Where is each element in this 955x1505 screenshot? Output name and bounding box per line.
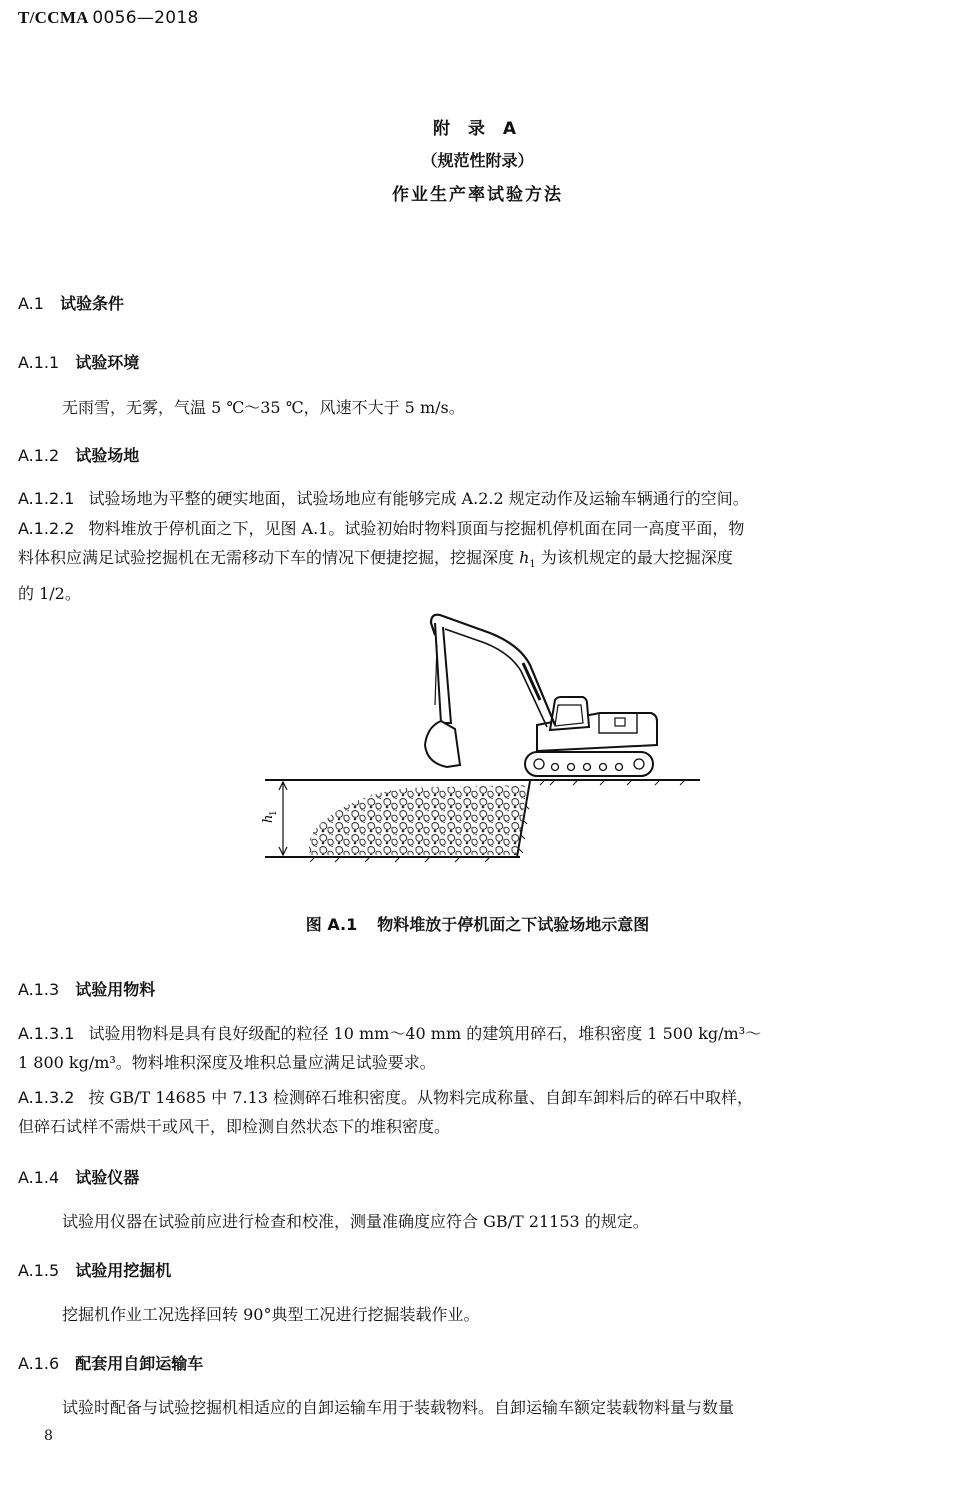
clause-number: A.1.3.2 [18,1088,75,1107]
clause-text-line1: 物料堆放于停机面之下，见图 A.1。试验初始时物料顶面与挖掘机停机面在同一高度平面，物 [88,519,745,538]
annex-name: 作业生产率试验方法 [392,185,563,205]
variable-h: h [519,548,530,567]
clause-text-line1: 试验用物料是具有良好级配的粒径 10 mm～40 mm 的建筑用碎石，堆积密度 1 500 kg/m³～ [88,1024,762,1043]
section-heading-a12 [18,443,139,466]
section-number: A.1.2 [18,446,60,465]
page-number: 8 [44,1428,53,1444]
bucket [425,721,460,767]
paragraph-a14: 试验用仪器在试验前应进行检查和校准，测量准确度应符合 GB/T 21153 的规定。 [62,1212,649,1231]
section-heading-a14 [18,1165,139,1188]
svg-text:h: h [261,814,276,823]
section-number: A.1.5 [18,1261,60,1280]
figure-number: 图 A.1 [305,915,358,934]
paragraph-a121 [18,484,749,513]
excavator [425,615,657,776]
clause-text-line3: 的 1/2。 [18,584,81,604]
section-number: A.1 [18,294,44,313]
clause-text-line1: 按 GB/T 14685 中 7.13 检测碎石堆积密度。从物料完成称量、自卸车卸料后的碎石中取样， [88,1088,754,1107]
standard-number: 0056—2018 [92,8,199,28]
figure-excavator-diagram [255,605,710,875]
clause-text-line2: 料体积应满足试验挖掘机在无需移动下车的情况下便捷挖掘，挖掘深度 [18,548,520,567]
standard-header [18,8,199,28]
section-heading-a1 [18,291,124,314]
clause-text-line2: 1 800 kg/m³。物料堆积深度及堆积总量应满足试验要求。 [18,1053,436,1072]
paragraph-a122 [18,514,943,608]
clause-number: A.1.2.1 [18,489,75,508]
paragraph-a11: 无雨雪，无雾，气温 5 ℃～35 ℃，风速不大于 5 m/s。 [62,398,465,417]
section-heading-a11 [18,350,139,373]
section-title: 配套用自卸运输车 [75,1354,204,1373]
section-title: 试验条件 [59,294,124,313]
section-title: 试验环境 [75,353,140,372]
paragraph-a131 [18,1019,948,1077]
section-number: A.1.3 [18,980,60,999]
section-heading-a15 [18,1258,171,1281]
section-title: 试验场地 [75,446,140,465]
dimension-label [261,810,279,823]
arm [435,623,451,723]
figure-caption [0,912,955,935]
section-heading-a16 [18,1351,203,1374]
section-number: A.1.1 [18,353,60,372]
section-number: A.1.4 [18,1168,60,1187]
section-title: 试验用挖掘机 [75,1261,172,1280]
clause-number: A.1.2.2 [18,519,75,538]
clause-text-line2: 但碎石试样不需烘干或风干，即检测自然状态下的堆积密度。 [18,1117,451,1136]
operator-cab [550,697,589,730]
variable-subscript: 1 [529,559,536,571]
clause-number: A.1.3.1 [18,1024,75,1043]
annex-title: 附 录 A [433,119,522,139]
gravel-pile [309,785,527,855]
section-number: A.1.6 [18,1354,60,1373]
svg-text:1: 1 [269,810,279,816]
clause-text-line2-tail: 为该机规定的最大挖掘深度 [535,548,733,567]
clause-text: 试验场地为平整的硬实地面，试验场地应有能够完成 A.2.2 规定动作及运输车辆通行的空间。 [88,489,749,508]
section-title: 试验用物料 [75,980,156,999]
section-heading-a13 [18,977,155,1000]
paragraph-a132 [18,1083,948,1141]
standard-prefix: T/CCMA [18,8,88,27]
annex-nature: （规范性附录） [421,151,534,170]
section-title: 试验仪器 [75,1168,140,1187]
figure-caption-text: 物料堆放于停机面之下试验场地示意图 [377,915,650,934]
paragraph-a16: 试验时配备与试验挖掘机相适应的自卸运输车用于装载物料。自卸运输车额定装载物料量与数量 [62,1398,735,1417]
paragraph-a15: 挖掘机作业工况选择回转 90°典型工况进行挖掘装载作业。 [62,1305,480,1324]
